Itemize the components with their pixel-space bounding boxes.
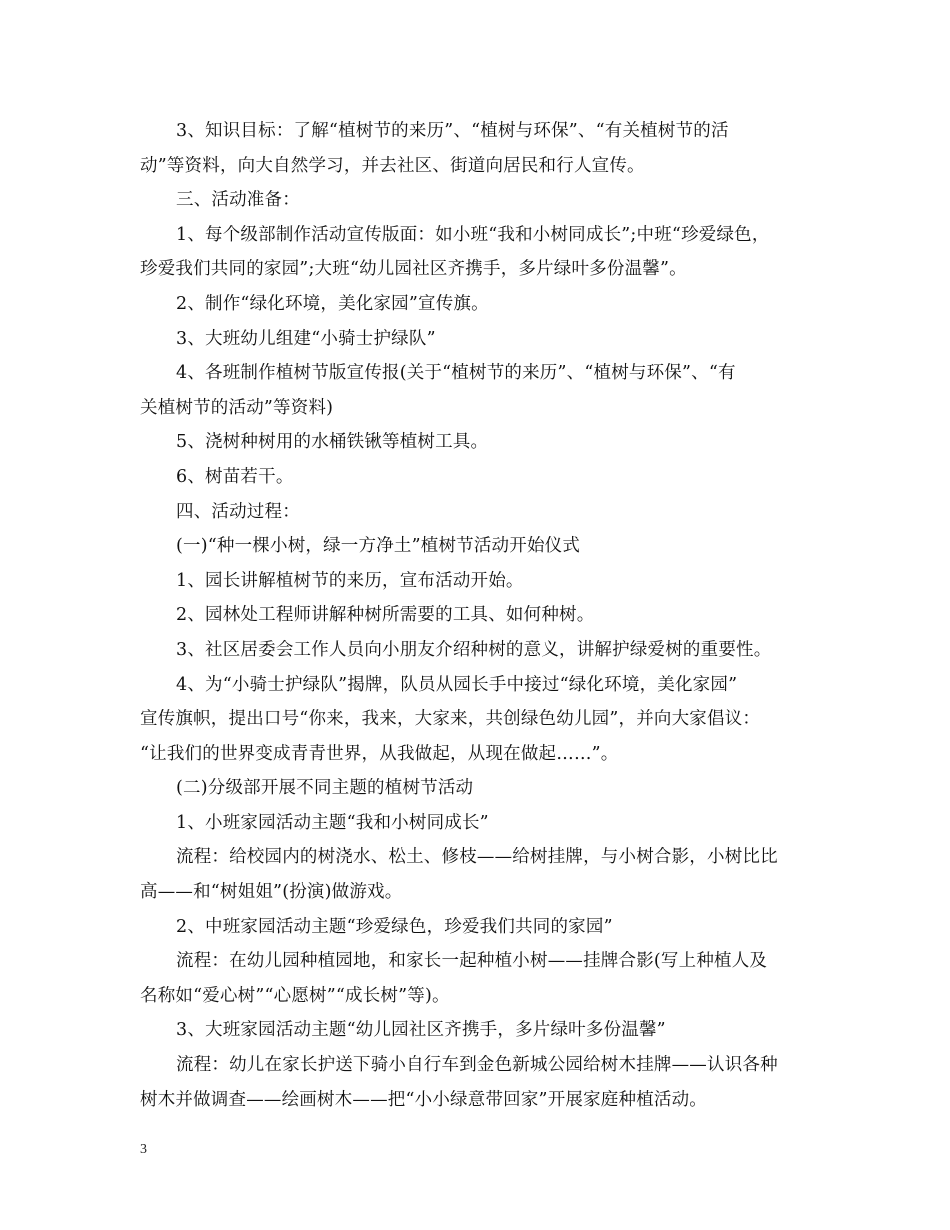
subsection-heading: (一)“种一棵小树，绿一方净土”植树节活动开始仪式 bbox=[176, 536, 581, 557]
text-line: 3、大班幼儿组建“小骑士护绿队” bbox=[176, 328, 436, 349]
text-line: 关植树节的活动”等资料) bbox=[140, 397, 334, 418]
page-number: 3 bbox=[140, 1142, 147, 1157]
document-body bbox=[140, 114, 820, 1117]
text-line: 3、大班家园活动主题“幼儿园社区齐携手，多片绿叶多份温馨” bbox=[176, 1020, 666, 1041]
text-line: 3、社区居委会工作人员向小朋友介绍种树的意义，讲解护绿爱树的重要性。 bbox=[176, 639, 772, 660]
text-line: 流程：在幼儿园种植园地，和家长一起种植小树——挂牌合影(写上种植人及 bbox=[176, 951, 768, 972]
text-line: 4、为“小骑士护绿队”揭牌，队员从园长手中接过“绿化环境，美化家园” bbox=[176, 674, 738, 695]
text-line: 流程：给校园内的树浇水、松土、修枝——给树挂牌，与小树合影，小树比比 bbox=[176, 847, 778, 868]
text-line: 动”等资料，向大自然学习，并去社区、街道向居民和行人宣传。 bbox=[140, 155, 645, 176]
text-line: 流程：幼儿在家长护送下骑小自行车到金色新城公园给树木挂牌——认识各种 bbox=[176, 1055, 778, 1076]
text-line: 珍爱我们共同的家园”;大班“幼儿园社区齐携手，多片绿叶多份温馨”。 bbox=[140, 259, 687, 280]
text-line: 3、知识目标：了解“植树节的来历”、“植树与环保”、“有关植树节的活 bbox=[176, 121, 729, 141]
text-line: 1、每个级部制作活动宣传版面：如小班“我和小树同成长”;中班“珍爱绿色， bbox=[176, 224, 770, 245]
text-line: 1、小班家园活动主题“我和小树同成长” bbox=[176, 812, 489, 833]
text-line: 名称如“爱心树”“心愿树”“成长树”等)。 bbox=[140, 985, 450, 1006]
text-line: 1、园长讲解植树节的来历，宣布活动开始。 bbox=[176, 570, 524, 591]
text-line: 4、各班制作植树节版宣传报(关于“植树节的来历”、“植树与环保”、“有 bbox=[176, 363, 736, 384]
section-heading: 三、活动准备： bbox=[176, 190, 300, 211]
text-line: 5、浇树种树用的水桶铁锹等植树工具。 bbox=[176, 432, 489, 453]
section-heading: 四、活动过程： bbox=[176, 501, 300, 522]
text-line: 2、园林处工程师讲解种树所需要的工具、如何种树。 bbox=[176, 605, 595, 626]
text-line: 6、树苗若干。 bbox=[176, 466, 294, 487]
subsection-heading: (二)分级部开展不同主题的植树节活动 bbox=[176, 778, 474, 799]
text-line: “让我们的世界变成青青世界，从我做起，从现在做起……”。 bbox=[140, 743, 619, 764]
text-line: 树木并做调查——绘画树木——把“小小绿意带回家”开展家庭种植活动。 bbox=[140, 1089, 707, 1110]
text-line: 高——和“树姐姐”(扮演)做游戏。 bbox=[140, 882, 403, 903]
text-line: 宣传旗帜，提出口号“你来，我来，大家来，共创绿色幼儿园”，并向大家倡议： bbox=[140, 709, 761, 730]
text-line: 2、中班家园活动主题“珍爱绿色，珍爱我们共同的家园” bbox=[176, 916, 613, 937]
text-line: 2、制作“绿化环境，美化家园”宣传旗。 bbox=[176, 293, 489, 314]
